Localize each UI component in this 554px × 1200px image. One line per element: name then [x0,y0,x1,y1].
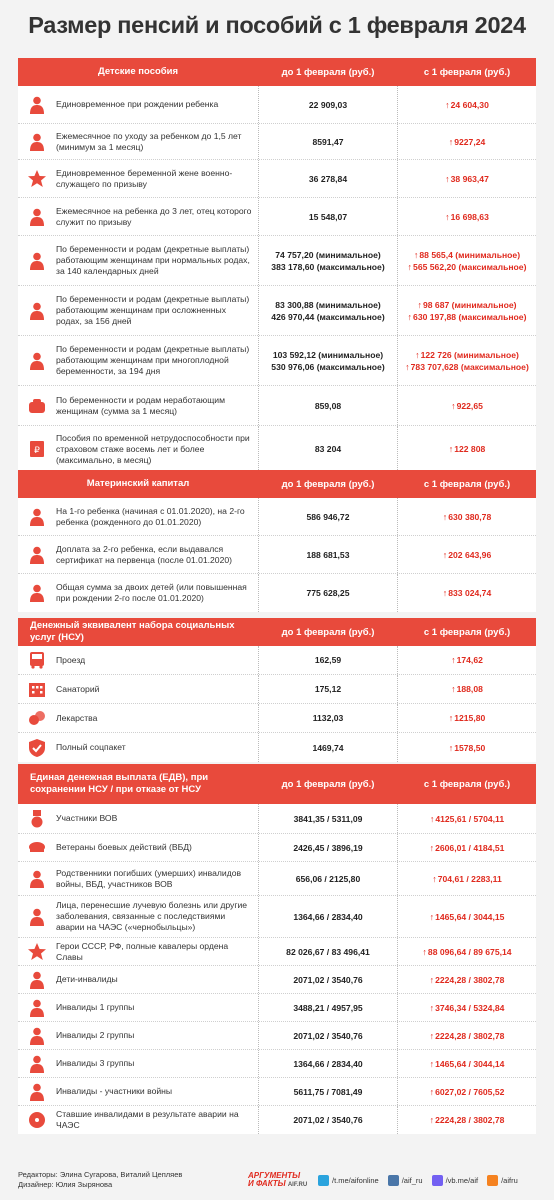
pregnant-icon [18,251,56,271]
value-after: ↑1465,64 / 3044,15 [429,911,505,922]
row-label: Ежемесячное по уходу за ребенком до 1,5 лет (минимум за 1 месяц) [56,130,242,152]
wheelchair-2-icon [18,1026,56,1046]
table-row [18,160,536,198]
arrow-up-icon: ↑ [448,444,454,454]
value-after: ↑202 643,96 [442,549,492,560]
medal-icon [18,809,56,829]
pregnant-alert-icon [18,301,56,321]
col-before-header: до 1 февраля (руб.) [281,478,375,490]
value-before: 1364,66 / 2834,40 [258,1050,398,1077]
arrow-up-icon: ↑ [442,511,448,522]
two-people-icon [18,583,56,603]
arrow-up-icon: ↑ [413,249,419,260]
row-label: Полный соцпакет [56,742,126,752]
row-label: На 1-го ребенка (начиная с 01.01.2020), на 2-го ребенка (рожденного до 01.01.2020) [56,505,245,527]
arrow-up-icon: ↑ [429,1030,435,1041]
value-after: ↑9227,24 [448,136,486,147]
arrow-up-icon: ↑ [429,1058,435,1069]
arrow-up-icon: ↑ [405,361,410,372]
value-before: 1132,03 [258,704,398,732]
value-after: ↑6027,02 / 7605,52 [429,1086,505,1097]
row-label: Участники ВОВ [56,813,118,823]
arrow-up-icon: ↑ [442,588,448,598]
value-after: ↑2224,28 / 3802,78 [429,1030,505,1041]
value-after: ↑1465,64 / 3044,14 [429,1058,505,1069]
telegram-icon [318,1175,329,1186]
table-row [18,675,536,704]
arrow-up-icon: ↑ [445,211,450,222]
table-row [18,938,536,966]
table-row [18,86,536,124]
table-row [18,1106,536,1134]
value-before: 188 681,53 [258,536,398,573]
section-header [18,618,536,646]
col-before-header: до 1 февраля (руб.) [281,626,375,638]
value-before: 103 592,12 (минимальное) 530 976,06 (максимальное) [258,336,398,385]
vk-link[interactable]: /aif_ru [388,1175,423,1186]
section-social-services [18,618,536,762]
table-row [18,498,536,536]
value-before: 656,06 / 2125,80 [258,862,398,895]
arrow-up-icon: ↑ [429,1002,435,1013]
bus-icon [18,650,56,670]
arrow-up-icon: ↑ [422,946,427,957]
table-row [18,536,536,574]
col-before-header: до 1 февраля (руб.) [281,778,375,790]
section-title: Единая денежная выплата (ЕДВ), при сохранении НСУ / при отказе от НСУ [30,772,209,795]
row-label: Проезд [56,654,86,665]
value-after: ↑1578,50 [448,742,486,753]
wheelchair-1-icon [18,998,56,1018]
row-label: Инвалиды - участники войны [56,1086,173,1096]
page-title: Размер пенсий и пособий с 1 февраля 2024 [28,12,526,38]
table-row [18,336,536,386]
table-row [18,574,536,612]
table-row [18,1078,536,1106]
hero-star-icon [18,942,56,962]
value-after: ↑88 096,64 / 89 675,14 [422,946,512,957]
value-after: ↑88 565,4 (минимальное) ↑565 562,20 (максимальное) [407,249,527,272]
value-before: 1469,74 [258,733,398,762]
radiation-icon [18,1110,56,1130]
arrow-up-icon: ↑ [448,742,454,753]
arrow-up-icon: ↑ [445,99,450,110]
table-row [18,236,536,286]
coin-person-icon [18,545,56,565]
pills-icon [18,708,56,728]
table-row [18,862,536,896]
row-label: Дети-инвалиды [56,974,118,984]
value-before: 162,59 [258,646,398,674]
ok-icon [487,1175,498,1186]
arrow-up-icon: ↑ [451,684,456,694]
value-before: 82 026,67 / 83 496,41 [258,938,398,965]
col-after-header: с 1 февраля (руб.) [423,66,511,78]
col-after-header: с 1 февраля (руб.) [423,626,511,638]
arrow-up-icon: ↑ [448,136,454,147]
arrow-up-icon: ↑ [429,1086,435,1097]
value-before: 859,08 [258,386,398,425]
wheelchair-3-icon [18,1054,56,1074]
table-row [18,704,536,733]
row-label: Пособия по временной нетрудоспособности при страховом стаже восемь лет и более (максимально, в месяц) [56,432,250,465]
value-before: 175,12 [258,675,398,703]
col-after-header: с 1 февраля (руб.) [423,478,511,490]
arrow-up-icon: ↑ [429,813,435,824]
value-before: 775 628,25 [258,574,398,612]
radiation-person-icon [18,907,56,927]
table-row [18,804,536,834]
wheelchair-star-icon [18,1082,56,1102]
building-icon [18,679,56,699]
value-after: ↑704,61 / 2283,11 [432,873,502,884]
military-star-icon [18,169,56,189]
table-row [18,198,536,236]
section-title: Денежный эквивалент набора социальных услуг (НСУ) [30,620,235,643]
value-after: ↑24 604,30 [445,99,489,110]
value-before: 36 278,84 [258,160,398,197]
arrow-up-icon: ↑ [451,655,456,665]
arrow-up-icon: ↑ [415,349,420,360]
value-before: 586 946,72 [258,498,398,535]
telegram-link[interactable]: /t.me/aifonline [318,1175,379,1186]
value-after: ↑122 808 [448,444,486,454]
shield-check-icon [18,738,56,758]
section-header [18,58,536,86]
value-after: ↑2606,01 / 4184,51 [429,842,505,853]
pregnant-twins-icon [18,351,56,371]
vk-icon [388,1175,399,1186]
baby-icon [18,95,56,115]
row-label: Инвалиды 2 группы [56,1030,135,1040]
designer: Дизайнер: Юлия Зырянова [18,1180,113,1189]
row-label: Единовременное при рождении ребенка [56,99,219,109]
value-after: ↑1215,80 [448,713,486,723]
ok-link[interactable]: /aifru [487,1175,518,1186]
aif-logo[interactable]: АРГУМЕНТЫ И ФАКТЫ AIF.RU [248,1170,308,1188]
col-after-header: с 1 февраля (руб.) [423,778,511,790]
table-row [18,124,536,160]
row-label: По беременности и родам (декретные выплаты) работающим женщинам при осложненных родах, за 156 дней [56,294,250,326]
value-after: ↑833 024,74 [442,588,492,598]
table-row [18,834,536,862]
arrow-up-icon: ↑ [429,974,435,985]
value-before: 22 909,03 [258,86,398,123]
value-before: 5611,75 / 7081,49 [258,1078,398,1105]
section-maternity-capital [18,470,536,612]
value-after: ↑3746,34 / 5324,84 [429,1002,505,1013]
value-after: ↑16 698,63 [445,211,489,222]
row-label: По беременности и родам (декретные выплаты) работающим женщинам при многоплодной беременности, за 194 дня [56,344,250,376]
arrow-up-icon: ↑ [432,873,437,884]
value-after: ↑630 380,78 [442,511,492,522]
arrow-up-icon: ↑ [429,842,435,853]
section-header [18,764,536,804]
value-after: ↑2224,28 / 3802,78 [429,974,505,985]
veteran-cap-icon [18,838,56,858]
wheelchair-child-icon [18,970,56,990]
value-before: 2426,45 / 3896,19 [258,834,398,861]
section-title: Детские пособия [97,66,179,77]
value-after: ↑122 726 (минимальное) ↑783 707,628 (максимальное) [405,349,529,372]
group-icon [18,869,56,889]
section-header [18,470,536,498]
table-row [18,966,536,994]
row-label: Лица, перенесшие лучевую болезнь или другие заболевания, связанные с последствиями аварии на ЧАЭС («чернобыльцы») [56,900,248,932]
row-label: Санаторий [56,683,100,694]
arrow-up-icon: ↑ [442,549,448,560]
sick-leave-icon [18,439,56,459]
value-before: 3488,21 / 4957,95 [258,994,398,1021]
value-before: 3841,35 / 5311,09 [258,804,398,833]
arrow-up-icon: ↑ [429,911,435,922]
value-before: 8591,47 [258,124,398,159]
value-after: ↑188,08 [451,684,483,694]
table-row [18,733,536,762]
row-label: Ежемесячное на ребенка до 3 лет, отец которого служит по призыву [56,205,252,227]
table-row [18,386,536,426]
table-row [18,426,536,472]
table-row [18,994,536,1022]
table-row [18,286,536,336]
viber-icon [432,1175,443,1186]
row-label: Герои СССР, РФ, полные кавалеры ордена Славы [56,940,229,962]
table-row [18,1050,536,1078]
section-title: Материнский капитал [86,478,190,489]
viber-link[interactable]: /vb.me/aif [432,1175,479,1186]
row-label: Доплата за 2-го ребенка, если выдавался сертификат на первенца (после 01.01.2020) [56,543,232,565]
row-label: По беременности и родам неработающим женщинам (сумма за 1 месяц) [56,394,225,416]
credits [18,1170,248,1190]
value-after: ↑98 687 (минимальное) ↑630 197,88 (максимальное) [407,299,527,322]
arrow-up-icon: ↑ [407,261,413,272]
value-before: 83 300,88 (минимальное) 426 970,44 (максимальное) [258,286,398,335]
row-label: По беременности и родам (декретные выплаты) работающим женщинам при нормальных родах, за 140 календарных дней [56,244,250,276]
row-label: Родственники погибших (умерших) инвалидов войны, ВБД, участников ВОВ [56,867,242,889]
arrow-up-icon: ↑ [448,713,454,723]
arrow-up-icon: ↑ [417,299,422,310]
value-after: ↑38 963,47 [445,173,489,184]
editors: Редакторы: Элина Сугарова, Виталий Цепляев [18,1170,183,1179]
arrow-up-icon: ↑ [451,400,456,411]
value-before: 2071,02 / 3540,76 [258,966,398,993]
table-row [18,896,536,938]
row-label: Лекарства [56,712,98,723]
row-label: Единовременное беременной жене военно-служащего по призыву [56,167,233,189]
value-before: 83 204 [258,426,398,472]
table-row [18,646,536,675]
row-label: Инвалиды 3 группы [56,1058,135,1068]
footer [18,1168,536,1192]
section-child-benefits [18,58,536,472]
row-label: Инвалиды 1 группы [56,1002,135,1012]
svg-text:₽: ₽ [34,445,40,455]
soldier-child-icon [18,207,56,227]
arrow-up-icon: ↑ [407,311,413,322]
arrow-up-icon: ↑ [429,1115,435,1125]
table-row [18,1022,536,1050]
value-after: ↑922,65 [451,400,483,411]
row-label: Ставшие инвалидами в результате аварии на ЧАЭС [56,1109,239,1130]
row-label: Ветераны боевых действий (ВБД) [56,842,192,852]
row-label: Общая сумма за двоих детей (или повышенная при рождении 2-го после 01.01.2020) [56,582,247,603]
value-after: ↑174,62 [451,655,483,665]
value-before: 15 548,07 [258,198,398,235]
wallet-icon [18,396,56,416]
value-before: 2071,02 / 3540,76 [258,1022,398,1049]
col-before-header: до 1 февраля (руб.) [281,66,375,78]
value-after: ↑2224,28 / 3802,78 [429,1115,505,1125]
value-before: 74 757,20 (минимальное) 383 178,60 (максимальное) [258,236,398,285]
value-before: 1364,66 / 2834,40 [258,896,398,937]
stroller-icon [18,132,56,152]
arrow-up-icon: ↑ [445,173,450,184]
section-edv [18,764,536,1134]
value-before: 2071,02 / 3540,76 [258,1106,398,1134]
family-icon [18,507,56,527]
value-after: ↑4125,61 / 5704,11 [429,813,505,824]
